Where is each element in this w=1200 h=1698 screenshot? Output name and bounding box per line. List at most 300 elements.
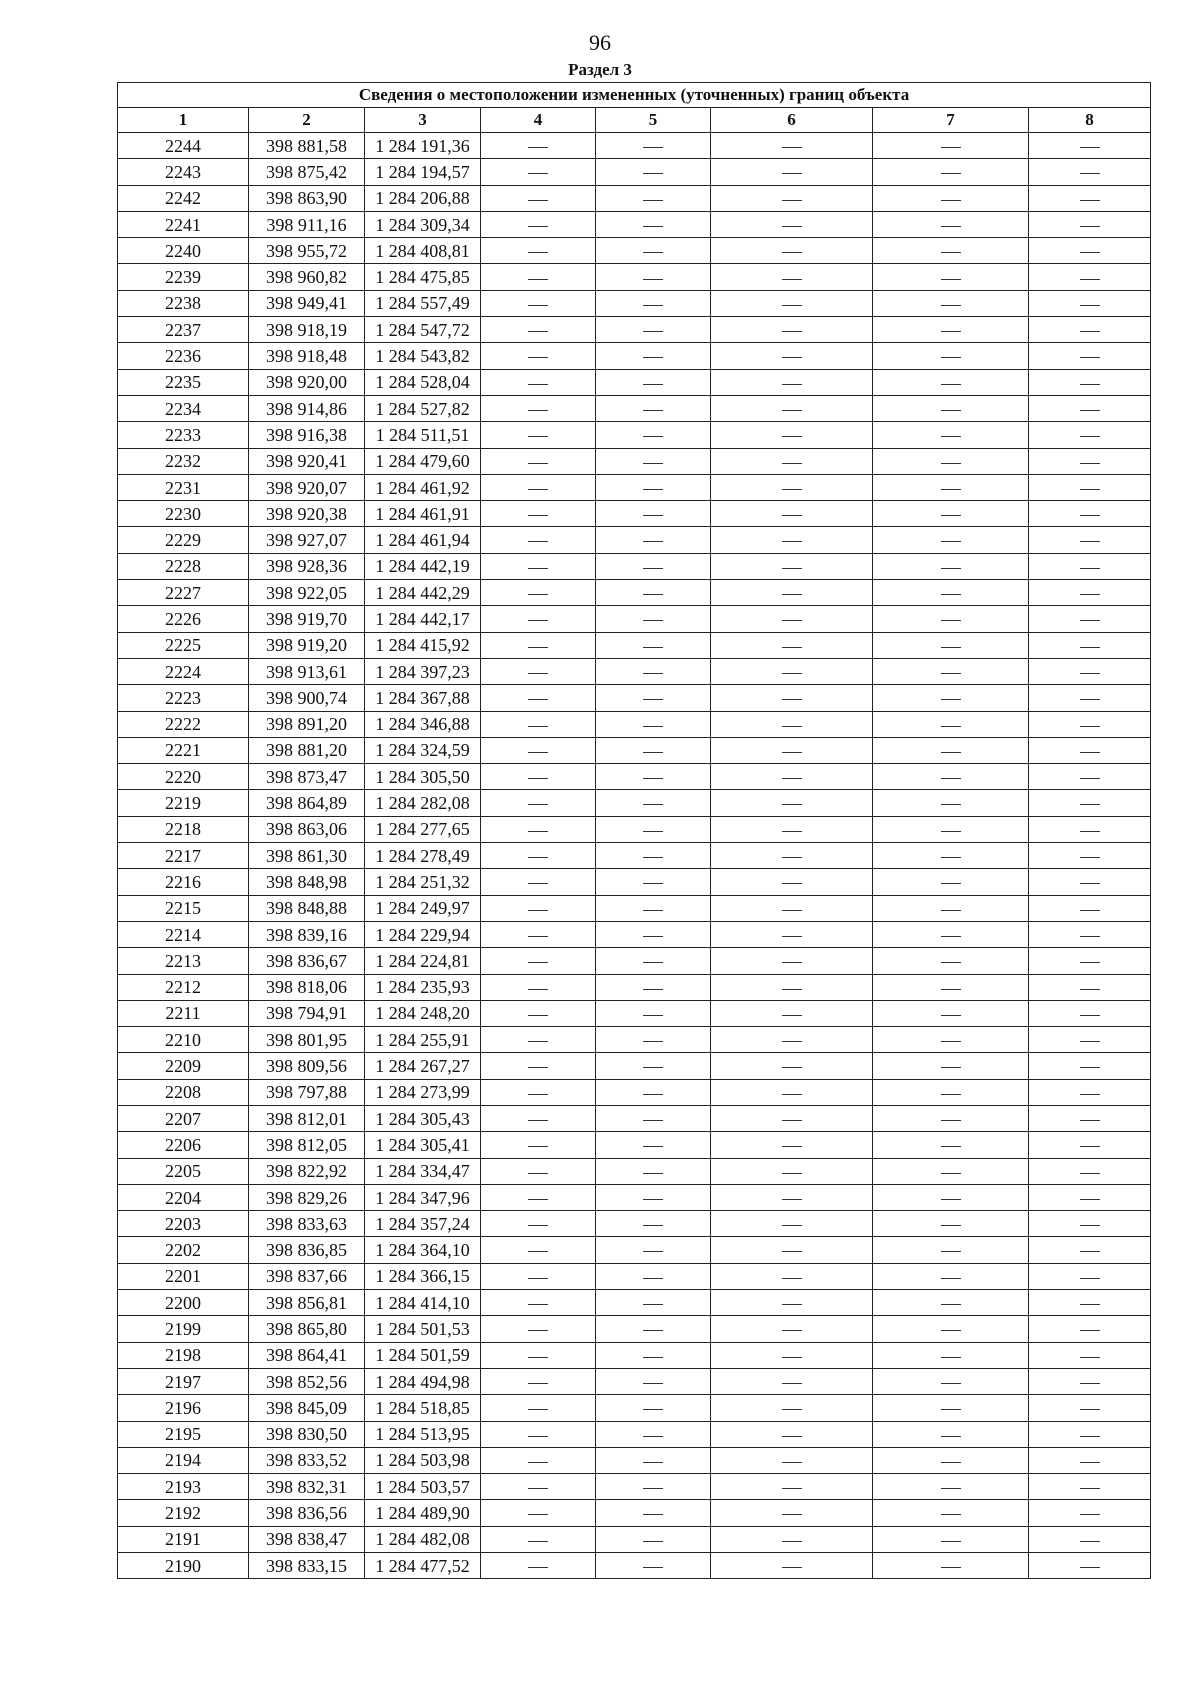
dash-mark [782,857,802,858]
empty-value-cell [711,1368,873,1394]
empty-value-cell [873,1421,1029,1447]
x-coordinate-cell: 398 833,15 [249,1553,365,1579]
table-row [118,580,1151,606]
empty-value-cell [711,580,873,606]
dash-mark [1080,1067,1100,1068]
dash-mark [782,831,802,832]
dash-mark [1080,1488,1100,1489]
empty-value-cell [596,133,711,159]
empty-value-cell [481,1553,596,1579]
empty-value-cell [711,1500,873,1526]
dash-mark [941,673,961,674]
table-row [118,948,1151,974]
y-coordinate-cell: 1 284 229,94 [365,921,481,947]
dash-mark [528,515,548,516]
dash-mark [782,594,802,595]
empty-value-cell [873,974,1029,1000]
empty-value-cell [481,1474,596,1500]
table-row [118,1474,1151,1500]
dash-mark [643,778,663,779]
y-coordinate-cell: 1 284 224,81 [365,948,481,974]
dash-mark [941,699,961,700]
empty-value-cell [481,448,596,474]
empty-value-cell [873,606,1029,632]
dash-mark [1080,699,1100,700]
point-number-cell: 2219 [118,790,249,816]
dash-mark [528,726,548,727]
dash-mark [1080,1567,1100,1568]
empty-value-cell [1029,159,1151,185]
dash-mark [643,699,663,700]
dash-mark [941,331,961,332]
empty-value-cell [481,553,596,579]
empty-value-cell [1029,369,1151,395]
dash-mark [1080,357,1100,358]
dash-mark [941,831,961,832]
empty-value-cell [481,1368,596,1394]
table-row [118,159,1151,185]
x-coordinate-cell: 398 875,42 [249,159,365,185]
dash-mark [782,1383,802,1384]
point-number-cell: 2215 [118,895,249,921]
table-row [118,238,1151,264]
empty-value-cell [1029,343,1151,369]
empty-value-cell [1029,185,1151,211]
y-coordinate-cell: 1 284 461,92 [365,474,481,500]
point-number-cell: 2234 [118,395,249,421]
dash-mark [528,1146,548,1147]
empty-value-cell [873,1027,1029,1053]
point-number-cell: 2229 [118,527,249,553]
point-number-cell: 2199 [118,1316,249,1342]
y-coordinate-cell: 1 284 477,52 [365,1553,481,1579]
dash-mark [528,831,548,832]
table-row [118,1184,1151,1210]
x-coordinate-cell: 398 913,61 [249,658,365,684]
empty-value-cell [711,1474,873,1500]
dash-mark [941,1436,961,1437]
x-coordinate-cell: 398 818,06 [249,974,365,1000]
empty-value-cell [481,948,596,974]
empty-value-cell [873,238,1029,264]
empty-value-cell [481,501,596,527]
dash-mark [528,857,548,858]
empty-value-cell [711,1132,873,1158]
point-number-cell: 2239 [118,264,249,290]
dash-mark [941,910,961,911]
empty-value-cell [1029,317,1151,343]
empty-value-cell [481,185,596,211]
empty-value-cell [596,1237,711,1263]
dash-mark [528,883,548,884]
x-coordinate-cell: 398 852,56 [249,1368,365,1394]
dash-mark [1080,910,1100,911]
dash-mark [528,647,548,648]
dash-mark [1080,1094,1100,1095]
empty-value-cell [1029,1368,1151,1394]
empty-value-cell [596,159,711,185]
dash-mark [528,673,548,674]
empty-value-cell [596,422,711,448]
empty-value-cell [1029,711,1151,737]
point-number-cell: 2205 [118,1158,249,1184]
empty-value-cell [481,1290,596,1316]
table-row [118,395,1151,421]
dash-mark [941,384,961,385]
y-coordinate-cell: 1 284 347,96 [365,1184,481,1210]
empty-value-cell [873,1474,1029,1500]
table-row [118,185,1151,211]
y-coordinate-cell: 1 284 367,88 [365,685,481,711]
dash-mark [528,200,548,201]
dash-mark [643,1567,663,1568]
dash-mark [782,1488,802,1489]
empty-value-cell [1029,1263,1151,1289]
empty-value-cell [711,1211,873,1237]
empty-value-cell [1029,816,1151,842]
x-coordinate-cell: 398 833,63 [249,1211,365,1237]
empty-value-cell [1029,685,1151,711]
empty-value-cell [1029,632,1151,658]
dash-mark [643,1357,663,1358]
dash-mark [528,1304,548,1305]
dash-mark [1080,1357,1100,1358]
y-coordinate-cell: 1 284 255,91 [365,1027,481,1053]
point-number-cell: 2194 [118,1447,249,1473]
point-number-cell: 2226 [118,606,249,632]
table-row [118,895,1151,921]
empty-value-cell [711,658,873,684]
dash-mark [941,147,961,148]
empty-value-cell [596,290,711,316]
y-coordinate-cell: 1 284 475,85 [365,264,481,290]
dash-mark [941,200,961,201]
dash-mark [528,305,548,306]
dash-mark [643,1120,663,1121]
dash-mark [1080,1383,1100,1384]
dash-mark [1080,673,1100,674]
empty-value-cell [711,816,873,842]
table-row [118,553,1151,579]
point-number-cell: 2243 [118,159,249,185]
x-coordinate-cell: 398 801,95 [249,1027,365,1053]
dash-mark [782,1146,802,1147]
empty-value-cell [481,343,596,369]
dash-mark [528,173,548,174]
empty-value-cell [481,527,596,553]
table-row [118,474,1151,500]
dash-mark [782,489,802,490]
dash-mark [782,1225,802,1226]
dash-mark [782,726,802,727]
dash-mark [782,436,802,437]
empty-value-cell [873,343,1029,369]
dash-mark [1080,147,1100,148]
empty-value-cell [873,1263,1029,1289]
dash-mark [1080,1462,1100,1463]
empty-value-cell [481,764,596,790]
y-coordinate-cell: 1 284 364,10 [365,1237,481,1263]
table-row [118,1053,1151,1079]
empty-value-cell [481,317,596,343]
empty-value-cell [1029,501,1151,527]
x-coordinate-cell: 398 927,07 [249,527,365,553]
dash-mark [1080,568,1100,569]
header-cell: 4 [481,108,596,133]
point-number-cell: 2233 [118,422,249,448]
dash-mark [782,1251,802,1252]
y-coordinate-cell: 1 284 248,20 [365,1000,481,1026]
empty-value-cell [596,658,711,684]
dash-mark [643,331,663,332]
x-coordinate-cell: 398 809,56 [249,1053,365,1079]
empty-value-cell [873,448,1029,474]
empty-value-cell [711,1079,873,1105]
dash-mark [782,1330,802,1331]
dash-mark [643,857,663,858]
empty-value-cell [481,238,596,264]
table-row [118,1211,1151,1237]
dash-mark [941,515,961,516]
empty-value-cell [711,317,873,343]
empty-value-cell [1029,1474,1151,1500]
empty-value-cell [1029,238,1151,264]
dash-mark [528,752,548,753]
empty-value-cell [596,1079,711,1105]
x-coordinate-cell: 398 848,88 [249,895,365,921]
empty-value-cell [711,843,873,869]
empty-value-cell [711,553,873,579]
table-row [118,1500,1151,1526]
y-coordinate-cell: 1 284 334,47 [365,1158,481,1184]
y-coordinate-cell: 1 284 305,41 [365,1132,481,1158]
dash-mark [528,1094,548,1095]
point-number-cell: 2209 [118,1053,249,1079]
empty-value-cell [873,159,1029,185]
x-coordinate-cell: 398 914,86 [249,395,365,421]
dash-mark [782,1015,802,1016]
dash-mark [643,357,663,358]
dash-mark [643,384,663,385]
dash-mark [1080,1173,1100,1174]
x-coordinate-cell: 398 920,07 [249,474,365,500]
point-number-cell: 2230 [118,501,249,527]
empty-value-cell [596,395,711,421]
point-number-cell: 2198 [118,1342,249,1368]
dash-mark [782,1120,802,1121]
dash-mark [782,305,802,306]
empty-value-cell [711,1395,873,1421]
empty-value-cell [1029,921,1151,947]
empty-value-cell [481,711,596,737]
dash-mark [782,541,802,542]
page-number: 96 [589,30,611,55]
y-coordinate-cell: 1 284 309,34 [365,211,481,237]
empty-value-cell [873,422,1029,448]
empty-value-cell [596,974,711,1000]
empty-value-cell [596,1000,711,1026]
dash-mark [941,1514,961,1515]
header-cell: 1 [118,108,249,133]
empty-value-cell [1029,1027,1151,1053]
dash-mark [941,1567,961,1568]
dash-mark [643,1330,663,1331]
dash-mark [782,331,802,332]
dash-mark [941,1120,961,1121]
x-coordinate-cell: 398 856,81 [249,1290,365,1316]
dash-mark [528,410,548,411]
dash-mark [528,1357,548,1358]
table-row [118,1237,1151,1263]
empty-value-cell [481,843,596,869]
dash-mark [941,1146,961,1147]
dash-mark [643,1278,663,1279]
dash-mark [1080,647,1100,648]
empty-value-cell [481,1027,596,1053]
point-number-cell: 2211 [118,1000,249,1026]
dash-mark [528,1514,548,1515]
empty-value-cell [1029,1053,1151,1079]
empty-value-cell [596,1526,711,1552]
dash-mark [941,883,961,884]
point-number-cell: 2203 [118,1211,249,1237]
empty-value-cell [873,395,1029,421]
dash-mark [782,1567,802,1568]
dash-mark [643,463,663,464]
point-number-cell: 2235 [118,369,249,395]
dash-mark [782,279,802,280]
x-coordinate-cell: 398 845,09 [249,1395,365,1421]
dash-mark [1080,200,1100,201]
dash-mark [1080,857,1100,858]
dash-mark [643,436,663,437]
dash-mark [528,226,548,227]
empty-value-cell [711,974,873,1000]
empty-value-cell [1029,422,1151,448]
dash-mark [643,673,663,674]
dash-mark [941,1015,961,1016]
point-number-cell: 2227 [118,580,249,606]
dash-mark [1080,489,1100,490]
empty-value-cell [1029,1000,1151,1026]
empty-value-cell [481,921,596,947]
dash-mark [782,226,802,227]
table-row [118,1290,1151,1316]
dash-mark [1080,831,1100,832]
dash-mark [643,1173,663,1174]
dash-mark [643,910,663,911]
empty-value-cell [481,737,596,763]
point-number-cell: 2220 [118,764,249,790]
empty-value-cell [1029,1316,1151,1342]
x-coordinate-cell: 398 922,05 [249,580,365,606]
empty-value-cell [711,606,873,632]
empty-value-cell [873,764,1029,790]
dash-mark [782,1199,802,1200]
empty-value-cell [596,869,711,895]
dash-mark [1080,1041,1100,1042]
dash-mark [1080,1436,1100,1437]
x-coordinate-cell: 398 920,38 [249,501,365,527]
x-coordinate-cell: 398 920,41 [249,448,365,474]
empty-value-cell [481,1500,596,1526]
x-coordinate-cell: 398 911,16 [249,211,365,237]
empty-value-cell [873,553,1029,579]
empty-value-cell [1029,580,1151,606]
empty-value-cell [1029,1342,1151,1368]
dash-mark [1080,1541,1100,1542]
empty-value-cell [711,185,873,211]
empty-value-cell [873,843,1029,869]
dash-mark [528,1225,548,1226]
x-coordinate-cell: 398 861,30 [249,843,365,869]
point-number-cell: 2240 [118,238,249,264]
table-row [118,1316,1151,1342]
table-row [118,632,1151,658]
dash-mark [528,279,548,280]
empty-value-cell [596,948,711,974]
dash-mark [782,1462,802,1463]
empty-value-cell [711,1027,873,1053]
table-row [118,1027,1151,1053]
y-coordinate-cell: 1 284 397,23 [365,658,481,684]
y-coordinate-cell: 1 284 273,99 [365,1079,481,1105]
dash-mark [528,384,548,385]
empty-value-cell [596,1421,711,1447]
empty-value-cell [481,1316,596,1342]
point-number-cell: 2200 [118,1290,249,1316]
table-row [118,422,1151,448]
empty-value-cell [711,790,873,816]
empty-value-cell [873,632,1029,658]
empty-value-cell [596,1368,711,1394]
dash-mark [528,1120,548,1121]
y-coordinate-cell: 1 284 194,57 [365,159,481,185]
empty-value-cell [481,816,596,842]
empty-value-cell [873,685,1029,711]
dash-mark [941,1094,961,1095]
section-title: Раздел 3 [568,60,632,79]
table-row [118,1263,1151,1289]
table-row [118,1079,1151,1105]
empty-value-cell [873,658,1029,684]
dash-mark [782,515,802,516]
dash-mark [782,252,802,253]
y-coordinate-cell: 1 284 543,82 [365,343,481,369]
empty-value-cell [873,133,1029,159]
y-coordinate-cell: 1 284 442,29 [365,580,481,606]
dash-mark [782,778,802,779]
empty-value-cell [1029,264,1151,290]
header-cell: 2 [249,108,365,133]
empty-value-cell [711,1526,873,1552]
dash-mark [1080,463,1100,464]
empty-value-cell [711,711,873,737]
dash-mark [941,357,961,358]
empty-value-cell [481,133,596,159]
empty-value-cell [1029,1421,1151,1447]
point-number-cell: 2244 [118,133,249,159]
dash-mark [941,226,961,227]
table-row [118,1342,1151,1368]
y-coordinate-cell: 1 284 494,98 [365,1368,481,1394]
y-coordinate-cell: 1 284 518,85 [365,1395,481,1421]
dash-mark [1080,436,1100,437]
x-coordinate-cell: 398 836,67 [249,948,365,974]
point-number-cell: 2195 [118,1421,249,1447]
empty-value-cell [873,264,1029,290]
table-row [118,1158,1151,1184]
